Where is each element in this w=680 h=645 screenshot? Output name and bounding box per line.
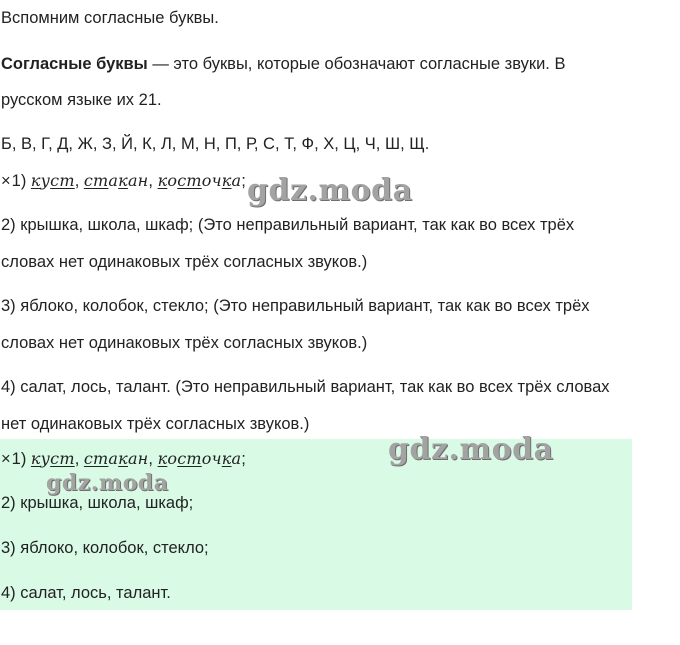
underlined-consonants: ст (177, 171, 202, 190)
option-label: 2) (1, 216, 16, 234)
word-separator: ; (241, 172, 246, 190)
example-word (84, 449, 149, 468)
underlined-consonants: к (30, 171, 41, 190)
option-text: крышка, школа, шкаф; (Это неправильный вариант, так как во всех трёх (20, 216, 575, 234)
option-2-line-1 (1, 215, 574, 235)
definition-line-2: русском языке их 21. (1, 91, 162, 109)
word-segment: а (108, 171, 119, 190)
option-label: 1) (11, 172, 27, 190)
word-segment: ан (127, 449, 149, 468)
word-segment: оч (201, 171, 222, 190)
definition-text: — это буквы, которые обозначают согласные звуки. В (147, 55, 566, 73)
option-3-line-2: словах нет одинаковых трёх согласных звуков.) (1, 334, 368, 352)
option-label: 3) (1, 297, 16, 315)
underlined-consonants: ст (50, 171, 75, 190)
answer-label: 4) (1, 584, 16, 602)
example-word (158, 449, 242, 468)
word-segment: ан (127, 171, 149, 190)
word-segment: у (40, 171, 51, 190)
definition-line-1 (1, 54, 565, 74)
word-segment: о (167, 171, 178, 190)
option-1-words (31, 172, 246, 190)
underlined-consonants: ст (83, 171, 109, 190)
example-word (84, 171, 149, 190)
underlined-consonants: к (157, 171, 168, 190)
answer-label: 3) (1, 539, 16, 557)
underlined-consonants: ст (177, 449, 202, 468)
underlined-consonants: к (157, 449, 168, 468)
answer-label: 2) (1, 494, 16, 512)
definition-term: Согласные буквы (1, 55, 148, 73)
option-text: яблоко, колобок, стекло; (Это неправильный вариант, так как во всех трёх (20, 297, 590, 315)
watermark-logo: gdz.moda (46, 470, 169, 496)
word-segment: а (108, 449, 119, 468)
answer-item-3 (1, 538, 209, 558)
watermark-logo: gdz.moda (388, 432, 554, 467)
word-separator: , (74, 450, 84, 468)
intro-text: Вспомним согласные буквы. (1, 9, 219, 27)
cross-mark: × (1, 450, 11, 468)
answer-1-words (31, 450, 246, 468)
consonant-letters: Б, В, Г, Д, Ж, З, Й, К, Л, М, Н, П, Р, С, Т, Ф, Х, Ц, Ч, Ш, Щ. (1, 135, 430, 153)
watermark-logo: gdz.moda (247, 173, 413, 208)
option-4-line-1 (1, 377, 610, 397)
underlined-consonants: к (118, 171, 128, 190)
underlined-consonants: ст (50, 449, 75, 468)
word-segment: у (40, 449, 51, 468)
underlined-consonants: к (118, 449, 128, 468)
underlined-consonants: к (30, 449, 41, 468)
answer-item-2 (1, 493, 193, 513)
option-4-line-2: нет одинаковых трёх согласных звуков.) (1, 415, 310, 433)
underlined-consonants: ст (83, 449, 109, 468)
option-1 (1, 171, 246, 191)
cross-mark: × (1, 172, 11, 190)
option-3-line-1 (1, 296, 590, 316)
word-segment: о (167, 449, 178, 468)
example-word (31, 449, 75, 468)
word-segment: а (231, 449, 242, 468)
word-separator: , (148, 172, 158, 190)
underlined-consonants: к (221, 449, 232, 468)
word-separator: , (74, 172, 84, 190)
example-word (158, 171, 242, 190)
word-segment: оч (201, 449, 222, 468)
underlined-consonants: к (221, 171, 232, 190)
word-separator: , (148, 450, 158, 468)
example-word (31, 171, 75, 190)
answer-item-4 (1, 583, 171, 603)
option-label: 4) (1, 378, 16, 396)
option-2-line-2: словах нет одинаковых трёх согласных звуков.) (1, 253, 368, 271)
answer-text: салат, лось, талант. (20, 584, 171, 602)
word-segment: а (231, 171, 242, 190)
answer-label: 1) (11, 450, 27, 468)
answer-text: крышка, школа, шкаф; (20, 494, 194, 512)
word-separator: ; (241, 450, 246, 468)
answer-text: яблоко, колобок, стекло; (20, 539, 209, 557)
option-text: салат, лось, талант. (Это неправильный вариант, так как во всех трёх словах (20, 378, 610, 396)
answer-item-1 (1, 449, 246, 469)
